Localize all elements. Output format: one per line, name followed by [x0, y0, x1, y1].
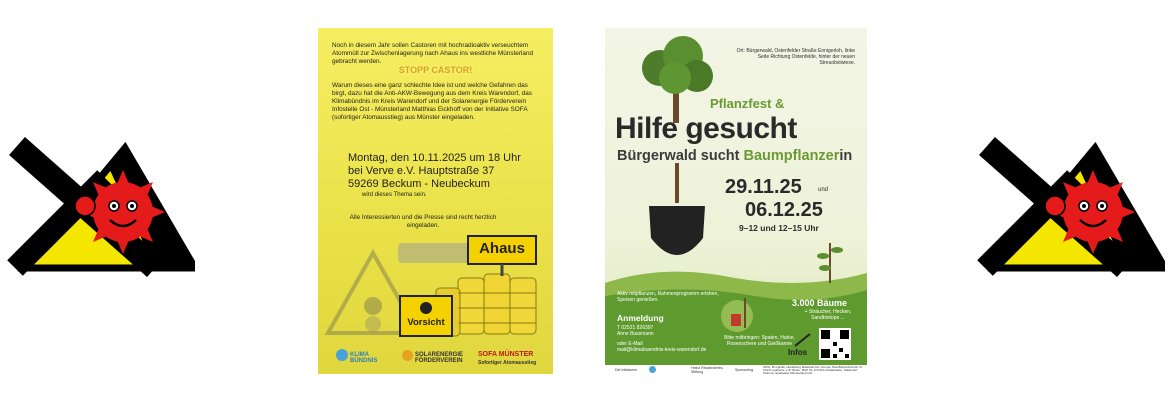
radiation-icon — [420, 302, 432, 314]
footer-stiftung: Heinz Reckendrees-Stiftung — [691, 366, 724, 374]
event-details — [348, 152, 521, 191]
location-text: Ort: Bürgerwald, Ostenfelder Straße Ennigerloh, linke Seite Richtung Ostenfelde, hinter der neuen Streuobstwiese. — [736, 48, 855, 67]
email-address: mail@klimabuendnis-kreis-warendorf.de — [617, 347, 707, 353]
event-city: 59269 Beckum - Neubeckum — [348, 178, 490, 190]
event-date: Montag, den 10.11.2025 um 18 Uhr — [348, 152, 521, 164]
anmeldung-heading: Anmeldung — [617, 313, 664, 323]
anti-nuclear-logo-left — [5, 128, 195, 278]
klimabuendnis-footer-logo-icon — [649, 366, 656, 373]
date-und: und — [818, 187, 829, 193]
footer-sponsors: AWG, B Logistik, Heidelberg Materials AG, Kemper Oberflächentechnik, Kl. Ulrich Lauthelse, L.B. Bohle, MSP ÖL & FISCH Kaltabsatze, Kaltendorf Pharma, Sparkasse Münsterland Ost. — [763, 365, 863, 375]
sofa-logo-text-1: SOFA MÜNSTER — [478, 351, 534, 358]
event-place: bei Verve e.V. Hauptstraße 37 — [348, 165, 495, 177]
klima-logo-text-2: BÜNDNIS — [350, 358, 378, 364]
vorsicht-sign-label: Vorsicht — [407, 317, 445, 328]
footer-sponsoring: Sponsoring — [735, 368, 754, 372]
footer-initiatoren: Die Initiatoren — [615, 368, 638, 372]
flyer-intro-text: Noch in diesem Jahr sollen Castoren mit hochradioaktiv verseuchtem Atommüll zur Zwischenlagerung nach Ahaus ins westliche Münsterland gebracht werden. — [332, 42, 534, 65]
pflanzfest-flyer — [605, 28, 867, 374]
thema-text: wird dieses Thema sein. — [362, 192, 427, 198]
solar-logo-text-2: FÖRDERVEREIN — [415, 358, 463, 364]
straeucher-text: + Sträucher, Hecken, Sandbiotope ... — [804, 309, 852, 321]
bitte-mitbringen-text: Bitte mitbringen: Spaten, Harke, Rosenschere und Gießkanne — [724, 335, 795, 347]
klimabuendnis-logo-icon — [336, 349, 348, 361]
qr-code-icon — [819, 328, 851, 360]
solar-logo-text-1: SOLARENERGIE — [415, 352, 464, 358]
tree-icon — [642, 36, 713, 123]
bw-text-a: Bürgerwald sucht — [617, 148, 744, 164]
oder-email-label: oder E-Mail — [617, 341, 643, 347]
sapling-icon — [817, 243, 843, 283]
anti-castor-flyer — [318, 28, 553, 374]
solar-logo-icon — [402, 350, 413, 361]
hilfe-gesucht-headline: Hilfe gesucht — [615, 112, 797, 145]
buergerwald-subtitle — [617, 148, 852, 164]
anti-nuclear-logo-right — [975, 128, 1165, 278]
infos-label: Infos — [788, 348, 808, 357]
castor-truck-icon — [398, 243, 478, 263]
bw-text-b: Baumpflanzer — [743, 148, 840, 164]
aktiv-text: Aktiv mitpflanzen, Rahmenprogramm erleben, Speisen genießen. — [617, 291, 719, 303]
pflanzfest-title: Pflanzfest & — [710, 96, 785, 111]
sofa-logo-text-2: Sofortiger Atomausstieg — [478, 360, 537, 366]
spade-icon — [649, 163, 705, 255]
time-text: 9–12 und 12–15 Uhr — [739, 223, 819, 233]
sponsor-logos — [318, 346, 553, 374]
baeume-count: 3.000 Bäume — [792, 298, 848, 308]
ahaus-sign-label: Ahaus — [479, 240, 525, 257]
stopp-castor-headline: STOPP CASTOR! — [398, 65, 473, 75]
klima-logo-text-1: KLIMA — [350, 352, 369, 358]
phone-number: T 02521 826397 — [617, 325, 654, 331]
contact-name: Anne Bussmann — [617, 331, 654, 337]
skull-icon — [365, 316, 381, 332]
contact-phone — [617, 325, 654, 337]
vorsicht-sign — [400, 296, 452, 336]
contact-mail — [617, 341, 712, 353]
date-one: 29.11.25 — [725, 176, 802, 198]
flyer-footer — [605, 365, 867, 374]
date-two: 06.12.25 — [745, 199, 823, 221]
flyer-body-text: Warum dieses eine ganz schlechte Idee ist und welche Gefahren das birgt, dazu hat die Anti-AKW-Bewegung aus dem Kreis Warendorf, das Klimabündnis im Kreis Warendorf und der Solarenergie Förderverein Infostelle Ost - Münsterland Matthias Eickhoff von der Initiative SOFA (sofortiger Atomausstieg) aus Münster eingeladen. — [332, 82, 532, 121]
invite-text: Alle Interessierten und die Presse sind recht herzlich eingeladen. — [349, 214, 497, 229]
bw-text-c: in — [839, 148, 853, 164]
